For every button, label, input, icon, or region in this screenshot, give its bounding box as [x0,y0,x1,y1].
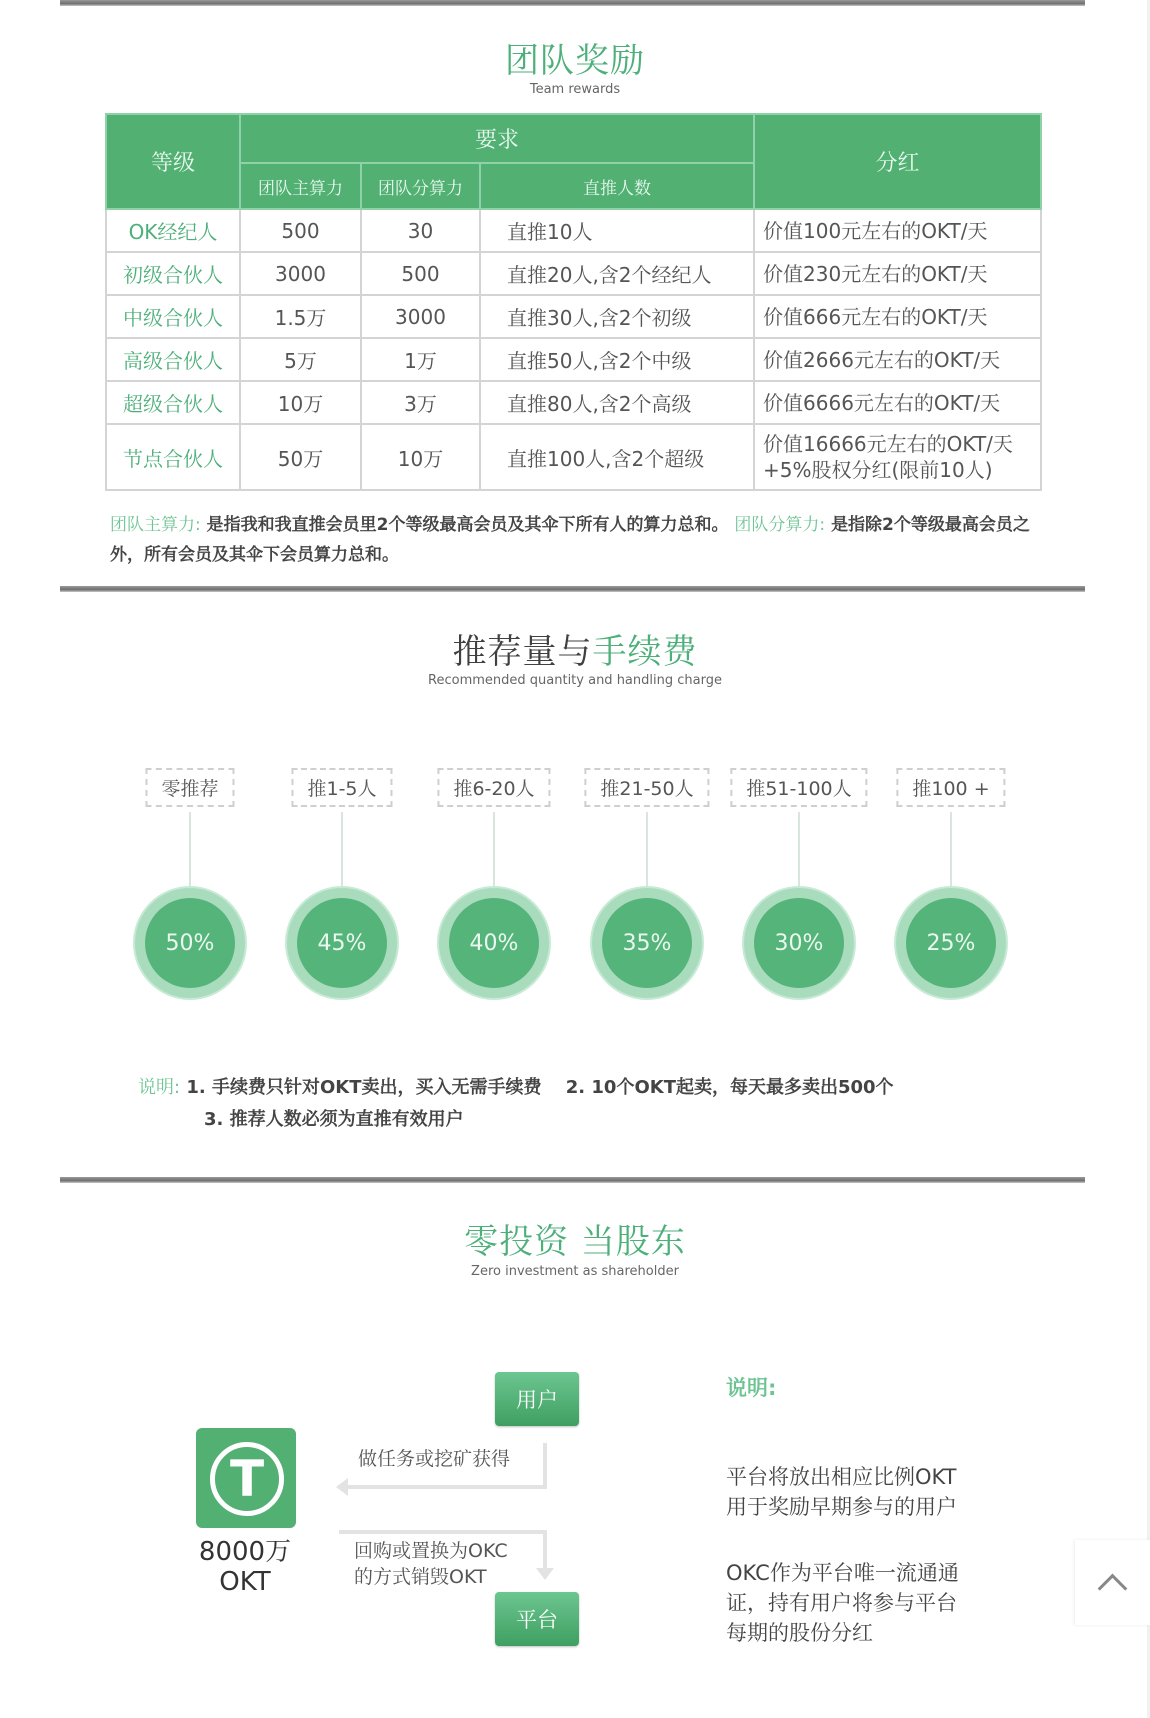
level-cell: 初级合伙人 [106,252,240,295]
connector-line [798,812,800,892]
direct-count-cell: 直推20人,含2个经纪人 [480,252,754,295]
dividend-cell: 价值230元左右的OKT/天 [754,252,1041,295]
note-def-main-power: 是指我和我直推会员里2个等级最高会员及其伞下所有人的算力总和。 [206,515,729,535]
table-row [106,338,1041,381]
flow-burn-text [354,1538,508,1590]
okt-token-icon [196,1428,296,1528]
rate-value: 35% [602,898,692,988]
dividend-cell [754,424,1041,490]
fees-title-dark: 推荐量与 [452,632,593,672]
tier-label: 推51-100人 [730,768,867,807]
main-power-cell: 50万 [240,424,361,490]
arrow-burn-horizontal [339,1530,547,1534]
note-term-main-power: 团队主算力: [110,515,201,535]
branch-power-cell: 500 [361,252,480,295]
fees-note-line-2: 3. 推荐人数必须为直推有效用户 [204,1109,464,1130]
dividend-cell: 价值100元左右的OKT/天 [754,209,1041,252]
explain-line: 用于奖励早期参与的用户 [726,1495,957,1519]
header-branch-power: 团队分算力 [361,163,480,209]
section-divider [60,1177,1085,1183]
user-node: 用户 [495,1372,579,1426]
fees-title [0,624,1150,673]
dividend-line-2: +5%股权分红(限前10人) [763,458,993,482]
arrow-left-icon [336,1478,348,1496]
section-divider [60,0,1085,6]
rate-value: 30% [754,898,844,988]
dividend-line-1: 价值16666元左右的OKT/天 [763,432,1013,456]
table-row [106,381,1041,424]
note-term-branch-power: 团队分算力: [734,515,826,535]
dividend-cell: 价值6666元左右的OKT/天 [754,381,1041,424]
fees-subtitle: Recommended quantity and handling charge [428,673,722,688]
table-row [106,209,1041,252]
back-to-top-button[interactable] [1075,1540,1150,1625]
tier-label: 推6-20人 [437,768,550,807]
note-def-branch-power: 是指除2个等级最高会员之外，所有会员及其伞下会员算力总和。 [110,515,1030,565]
rate-circle [287,888,397,998]
explain-paragraph-2 [726,1558,1006,1648]
header-direct-count: 直推人数 [480,163,754,209]
team-rewards-subtitle: Team rewards [529,82,621,97]
table-row [106,252,1041,295]
table-row [106,295,1041,338]
main-power-cell: 5万 [240,338,361,381]
level-cell: 节点合伙人 [106,424,240,490]
explain-line: 证，持有用户将参与平台 [726,1591,957,1615]
fees-note [138,1072,1073,1136]
header-level: 等级 [106,114,240,209]
rate-value: 45% [297,898,387,988]
team-rewards-table [105,113,1042,491]
arrow-down-icon [536,1568,554,1580]
team-rewards-note [110,510,1045,570]
branch-power-cell: 3万 [361,381,480,424]
rate-circle [592,888,702,998]
main-power-cell: 1.5万 [240,295,361,338]
explain-line: 每期的股份分红 [726,1621,873,1645]
rate-circle [439,888,549,998]
team-rewards-title: 团队奖励 [505,41,645,81]
explain-paragraph-1 [726,1462,1006,1522]
okt-unit: OKT [219,1567,271,1597]
branch-power-cell: 10万 [361,424,480,490]
tier-label: 零推荐 [145,768,234,807]
okt-token-letter: T [210,1442,284,1516]
header-requirements: 要求 [240,114,754,163]
tier-label: 推1-5人 [291,768,392,807]
connector-line [646,812,648,892]
platform-node: 平台 [495,1592,579,1646]
shareholder-subtitle: Zero investment as shareholder [471,1264,679,1279]
arrow-burn-vertical [543,1530,547,1570]
branch-power-cell: 1万 [361,338,480,381]
fees-title-green: 手续费 [592,632,698,672]
connector-line [493,812,495,892]
arrow-earn-vertical [543,1443,547,1488]
level-cell: OK经纪人 [106,209,240,252]
branch-power-cell: 30 [361,209,480,252]
rate-circle [135,888,245,998]
shareholder-title: 零投资 当股东 [464,1222,686,1262]
main-power-cell: 3000 [240,252,361,295]
direct-count-cell: 直推30人,含2个初级 [480,295,754,338]
explain-title: 说明: [726,1376,777,1400]
okt-supply [180,1537,310,1597]
chevron-up-icon [1098,1574,1128,1604]
header-main-power: 团队主算力 [240,163,361,209]
level-cell: 高级合伙人 [106,338,240,381]
explain-line: 平台将放出相应比例OKT [726,1465,957,1489]
main-power-cell: 500 [240,209,361,252]
table-row [106,424,1041,490]
flow-earn-text: 做任务或挖矿获得 [358,1448,511,1470]
tier-label: 推21-50人 [584,768,709,807]
connector-line [189,812,191,892]
flow-burn-line-2: 的方式销毁OKT [354,1566,487,1588]
direct-count-cell: 直推80人,含2个高级 [480,381,754,424]
flow-burn-line-1: 回购或置换为OKC [354,1540,508,1562]
branch-power-cell: 3000 [361,295,480,338]
explain-line: OKC作为平台唯一流通通 [726,1561,959,1585]
section-divider [60,586,1085,592]
main-power-cell: 10万 [240,381,361,424]
direct-count-cell: 直推50人,含2个中级 [480,338,754,381]
fees-note-line-1: 1. 手续费只针对OKT卖出，买入无需手续费 2. 10个OKT起卖，每天最多卖出500个 [186,1077,894,1098]
level-cell: 中级合伙人 [106,295,240,338]
dividend-cell: 价值2666元左右的OKT/天 [754,338,1041,381]
direct-count-cell: 直推10人 [480,209,754,252]
tier-label: 推100 + [896,768,1005,807]
connector-line [950,812,952,892]
rate-value: 50% [145,898,235,988]
rate-value: 40% [449,898,539,988]
rate-value: 25% [906,898,996,988]
connector-line [341,812,343,892]
dividend-cell: 价值666元左右的OKT/天 [754,295,1041,338]
okt-amount: 8000万 [198,1537,292,1567]
header-dividend: 分红 [754,114,1041,209]
direct-count-cell: 直推100人,含2个超级 [480,424,754,490]
fees-note-label: 说明: [138,1077,181,1098]
rate-circle [896,888,1006,998]
arrow-earn-horizontal [345,1485,547,1489]
level-cell: 超级合伙人 [106,381,240,424]
rate-circle [744,888,854,998]
